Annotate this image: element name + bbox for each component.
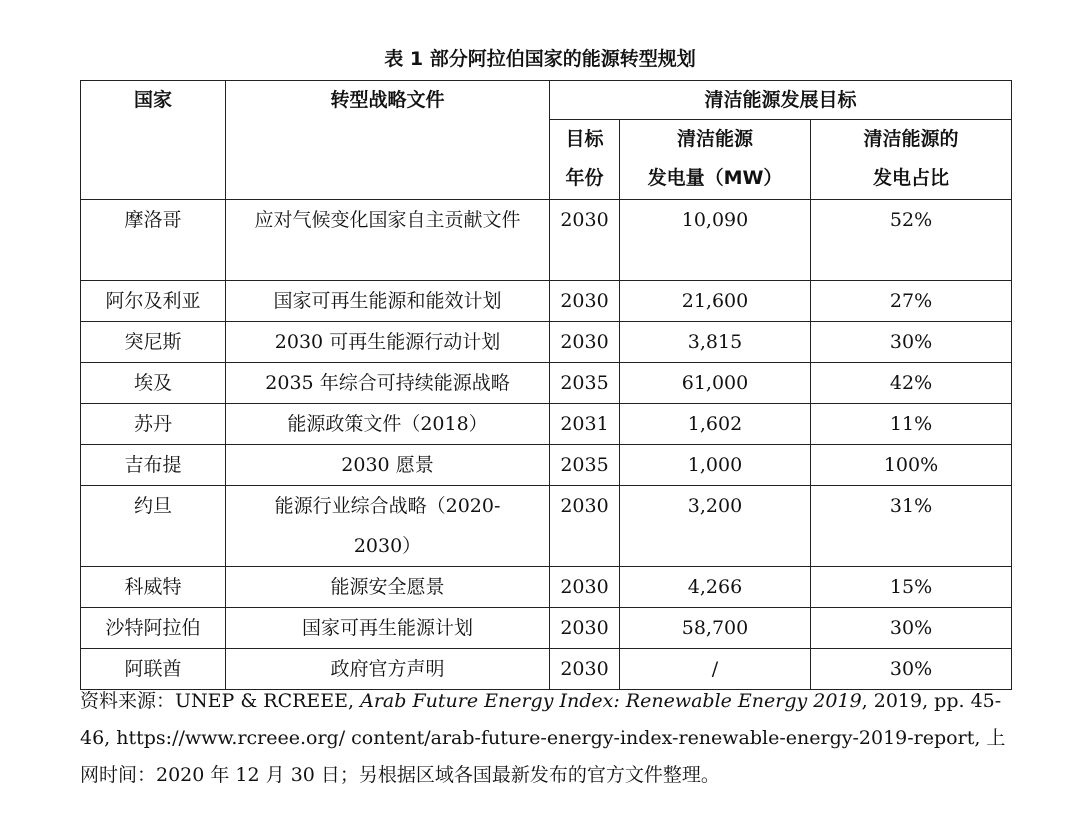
- cell-share: 42%: [811, 363, 1012, 404]
- table-row: [81, 445, 1012, 486]
- cell-year: 2030: [550, 486, 620, 567]
- table-row: [81, 281, 1012, 322]
- cell-country: 摩洛哥: [81, 200, 226, 281]
- cell-capacity: /: [620, 649, 811, 690]
- cell-year: 2030: [550, 322, 620, 363]
- cell-share: 30%: [811, 322, 1012, 363]
- cell-country: 阿联酋: [81, 649, 226, 690]
- cell-country: 沙特阿拉伯: [81, 608, 226, 649]
- table-row: [81, 567, 1012, 608]
- cell-strategy: 国家可再生能源计划: [226, 608, 550, 649]
- cell-country: 约旦: [81, 486, 226, 567]
- header-capacity: 清洁能源 发电量（MW）: [620, 120, 811, 200]
- cell-country: 苏丹: [81, 404, 226, 445]
- cell-year: 2030: [550, 608, 620, 649]
- cell-capacity: 61,000: [620, 363, 811, 404]
- energy-transition-table: [80, 80, 1012, 690]
- cell-capacity: 1,602: [620, 404, 811, 445]
- cell-country: 科威特: [81, 567, 226, 608]
- cell-strategy: 2035 年综合可持续能源战略: [226, 363, 550, 404]
- cell-year: 2030: [550, 567, 620, 608]
- cell-strategy: 能源行业综合战略（2020-2030）: [226, 486, 550, 567]
- source-suffix: , 2019, pp. 45-46, https://www.rcreee.org/ content/arab-future-energy-index-renewable-energy-2019-report, 上网时间：2020 年 12 月 30 日；另根据区域各国最新发布的官方文件整理。: [80, 690, 1006, 786]
- table-row: [81, 322, 1012, 363]
- source-report-title: Arab Future Energy Index: Renewable Energy 2019: [360, 690, 862, 712]
- cell-share: 15%: [811, 567, 1012, 608]
- cell-year: 2030: [550, 281, 620, 322]
- cell-strategy: 能源政策文件（2018）: [226, 404, 550, 445]
- header-country: 国家: [81, 81, 226, 200]
- cell-year: 2035: [550, 363, 620, 404]
- source-note: [80, 683, 1015, 794]
- cell-share: 31%: [811, 486, 1012, 567]
- cell-country: 突尼斯: [81, 322, 226, 363]
- source-prefix: 资料来源：UNEP & RCREEE,: [80, 690, 361, 712]
- cell-strategy: 应对气候变化国家自主贡献文件: [226, 200, 550, 281]
- header-strategy: 转型战略文件: [226, 81, 550, 200]
- cell-capacity: 10,090: [620, 200, 811, 281]
- header-row-1: [81, 81, 1012, 120]
- cell-capacity: 58,700: [620, 608, 811, 649]
- cell-share: 100%: [811, 445, 1012, 486]
- cell-capacity: 4,266: [620, 567, 811, 608]
- cell-share: 27%: [811, 281, 1012, 322]
- cell-year: 2030: [550, 200, 620, 281]
- cell-country: 埃及: [81, 363, 226, 404]
- cell-capacity: 3,200: [620, 486, 811, 567]
- cell-strategy: 2030 愿景: [226, 445, 550, 486]
- cell-country: 吉布提: [81, 445, 226, 486]
- cell-strategy: 政府官方声明: [226, 649, 550, 690]
- cell-capacity: 3,815: [620, 322, 811, 363]
- cell-country: 阿尔及利亚: [81, 281, 226, 322]
- cell-share: 52%: [811, 200, 1012, 281]
- cell-year: 2031: [550, 404, 620, 445]
- table-row: [81, 200, 1012, 281]
- header-target-year: 目标 年份: [550, 120, 620, 200]
- cell-strategy: 国家可再生能源和能效计划: [226, 281, 550, 322]
- table-row: [81, 486, 1012, 567]
- cell-capacity: 21,600: [620, 281, 811, 322]
- table-row: [81, 363, 1012, 404]
- cell-strategy: 2030 可再生能源行动计划: [226, 322, 550, 363]
- cell-year: 2035: [550, 445, 620, 486]
- table-row: [81, 404, 1012, 445]
- cell-capacity: 1,000: [620, 445, 811, 486]
- header-goal-group: 清洁能源发展目标: [550, 81, 1012, 120]
- table-row: [81, 608, 1012, 649]
- cell-share: 30%: [811, 608, 1012, 649]
- cell-year: 2030: [550, 649, 620, 690]
- cell-strategy: 能源安全愿景: [226, 567, 550, 608]
- cell-share: 11%: [811, 404, 1012, 445]
- header-share: 清洁能源的 发电占比: [811, 120, 1012, 200]
- table-title: 表 1 部分阿拉伯国家的能源转型规划: [384, 48, 696, 70]
- cell-share: 30%: [811, 649, 1012, 690]
